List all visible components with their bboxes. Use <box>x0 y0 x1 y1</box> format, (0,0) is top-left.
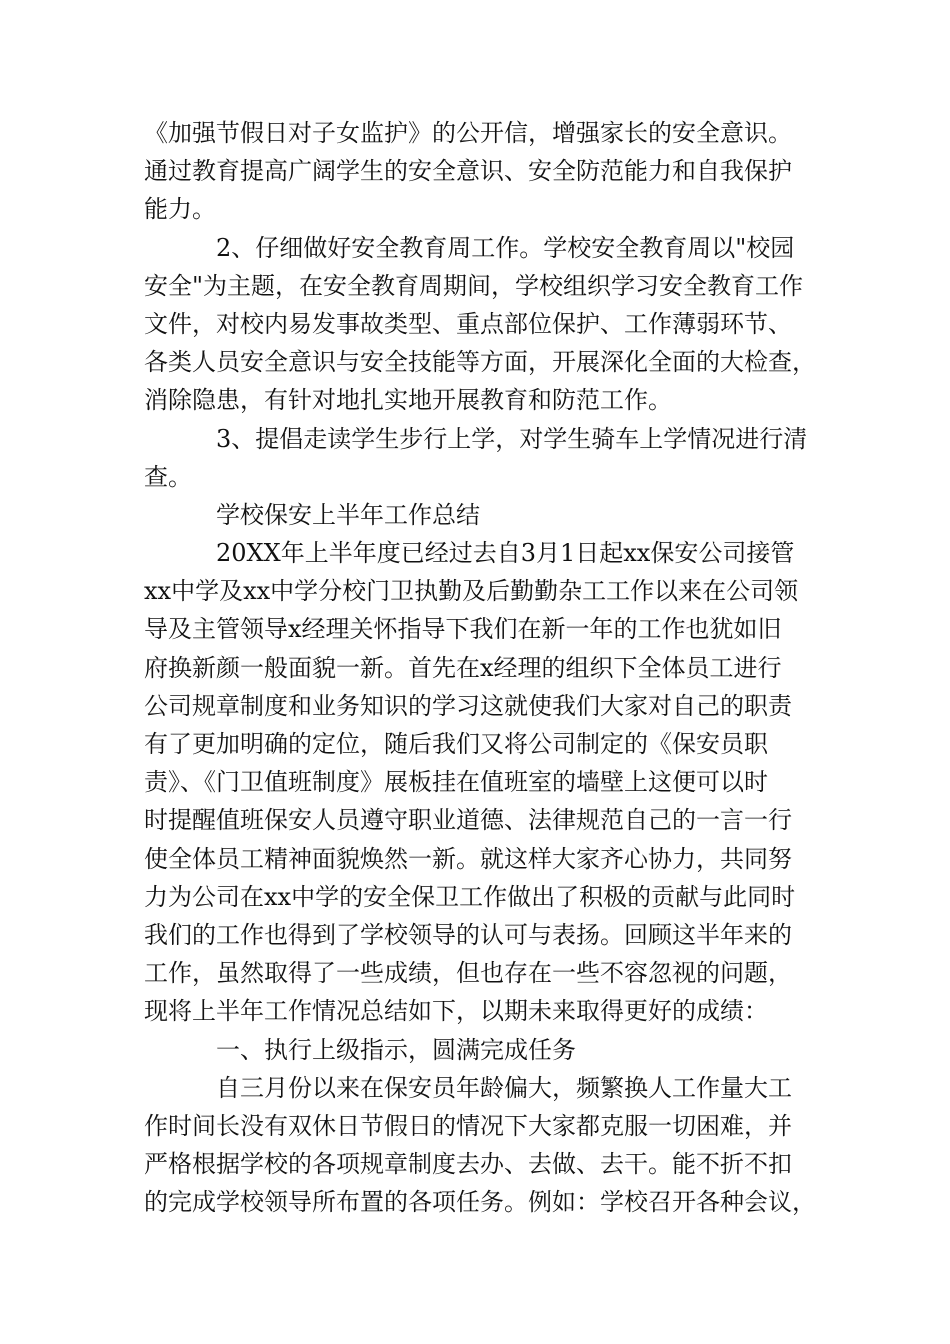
text-line: 力为公司在xx中学的安全保卫工作做出了积极的贡献与此同时 <box>144 882 796 911</box>
text-line: 自三月份以来在保安员年龄偏大，频繁换人工作量大工 <box>216 1073 792 1102</box>
text-line: 3、提倡走读学生步行上学，对学生骑车上学情况进行清 <box>216 424 808 453</box>
section-heading: 学校保安上半年工作总结 <box>216 500 480 529</box>
text-line: 使全体员工精神面貌焕然一新。就这样大家齐心协力，共同努 <box>144 844 792 873</box>
text-line: 通过教育提高广阔学生的安全意识、安全防范能力和自我保护 <box>144 157 792 186</box>
text-line: 现将上半年工作情况总结如下，以期未来取得更好的成绩： <box>144 997 768 1026</box>
text-line: 严格根据学校的各项规章制度去办、去做、去干。能不折不扣 <box>144 1150 792 1179</box>
text-line: 的完成学校领导所布置的各项任务。例如：学校召开各种会议， <box>144 1188 816 1217</box>
text-line: 责》、《门卫值班制度》展板挂在值班室的墙壁上这便可以时 <box>144 768 768 797</box>
text-line: 府换新颜一般面貌一新。首先在x经理的组织下全体员工进行 <box>144 653 782 682</box>
text-line: 公司规章制度和业务知识的学习这就使我们大家对自己的职责 <box>144 691 792 720</box>
text-line: 导及主管领导x经理关怀指导下我们在新一年的工作也犹如旧 <box>144 615 782 644</box>
text-line: 文件，对校内易发事故类型、重点部位保护、工作薄弱环节、 <box>144 309 792 338</box>
text-line: 时提醒值班保安人员遵守职业道德、法律规范自己的一言一行 <box>144 806 792 835</box>
section-heading: 一、执行上级指示，圆满完成任务 <box>216 1035 576 1064</box>
text-line: 消除隐患，有针对地扎实地开展教育和防范工作。 <box>144 386 672 415</box>
text-line: 安全"为主题，在安全教育周期间，学校组织学习安全教育工作 <box>144 271 804 300</box>
text-line: 作时间长没有双休日节假日的情况下大家都克服一切困难，并 <box>144 1111 792 1140</box>
text-line: 《加强节假日对子女监护》的公开信，增强家长的安全意识。 <box>144 119 792 147</box>
text-line: 2、仔细做好安全教育周工作。学校安全教育周以"校园 <box>216 233 795 262</box>
text-line: 各类人员安全意识与安全技能等方面，开展深化全面的大检查， <box>144 348 816 377</box>
text-line: 能力。 <box>144 195 216 224</box>
text-line: 工作，虽然取得了一些成绩，但也存在一些不容忽视的问题， <box>144 959 792 988</box>
document-body <box>144 114 814 1221</box>
text-line: xx中学及xx中学分校门卫执勤及后勤勤杂工工作以来在公司领 <box>144 577 799 606</box>
text-line: 我们的工作也得到了学校领导的认可与表扬。回顾这半年来的 <box>144 920 792 949</box>
text-line: 20XX年上半年度已经过去自3月1日起xx保安公司接管 <box>216 539 795 568</box>
text-line: 有了更加明确的定位，随后我们又将公司制定的《保安员职 <box>144 730 768 758</box>
text-line: 查。 <box>144 462 192 491</box>
